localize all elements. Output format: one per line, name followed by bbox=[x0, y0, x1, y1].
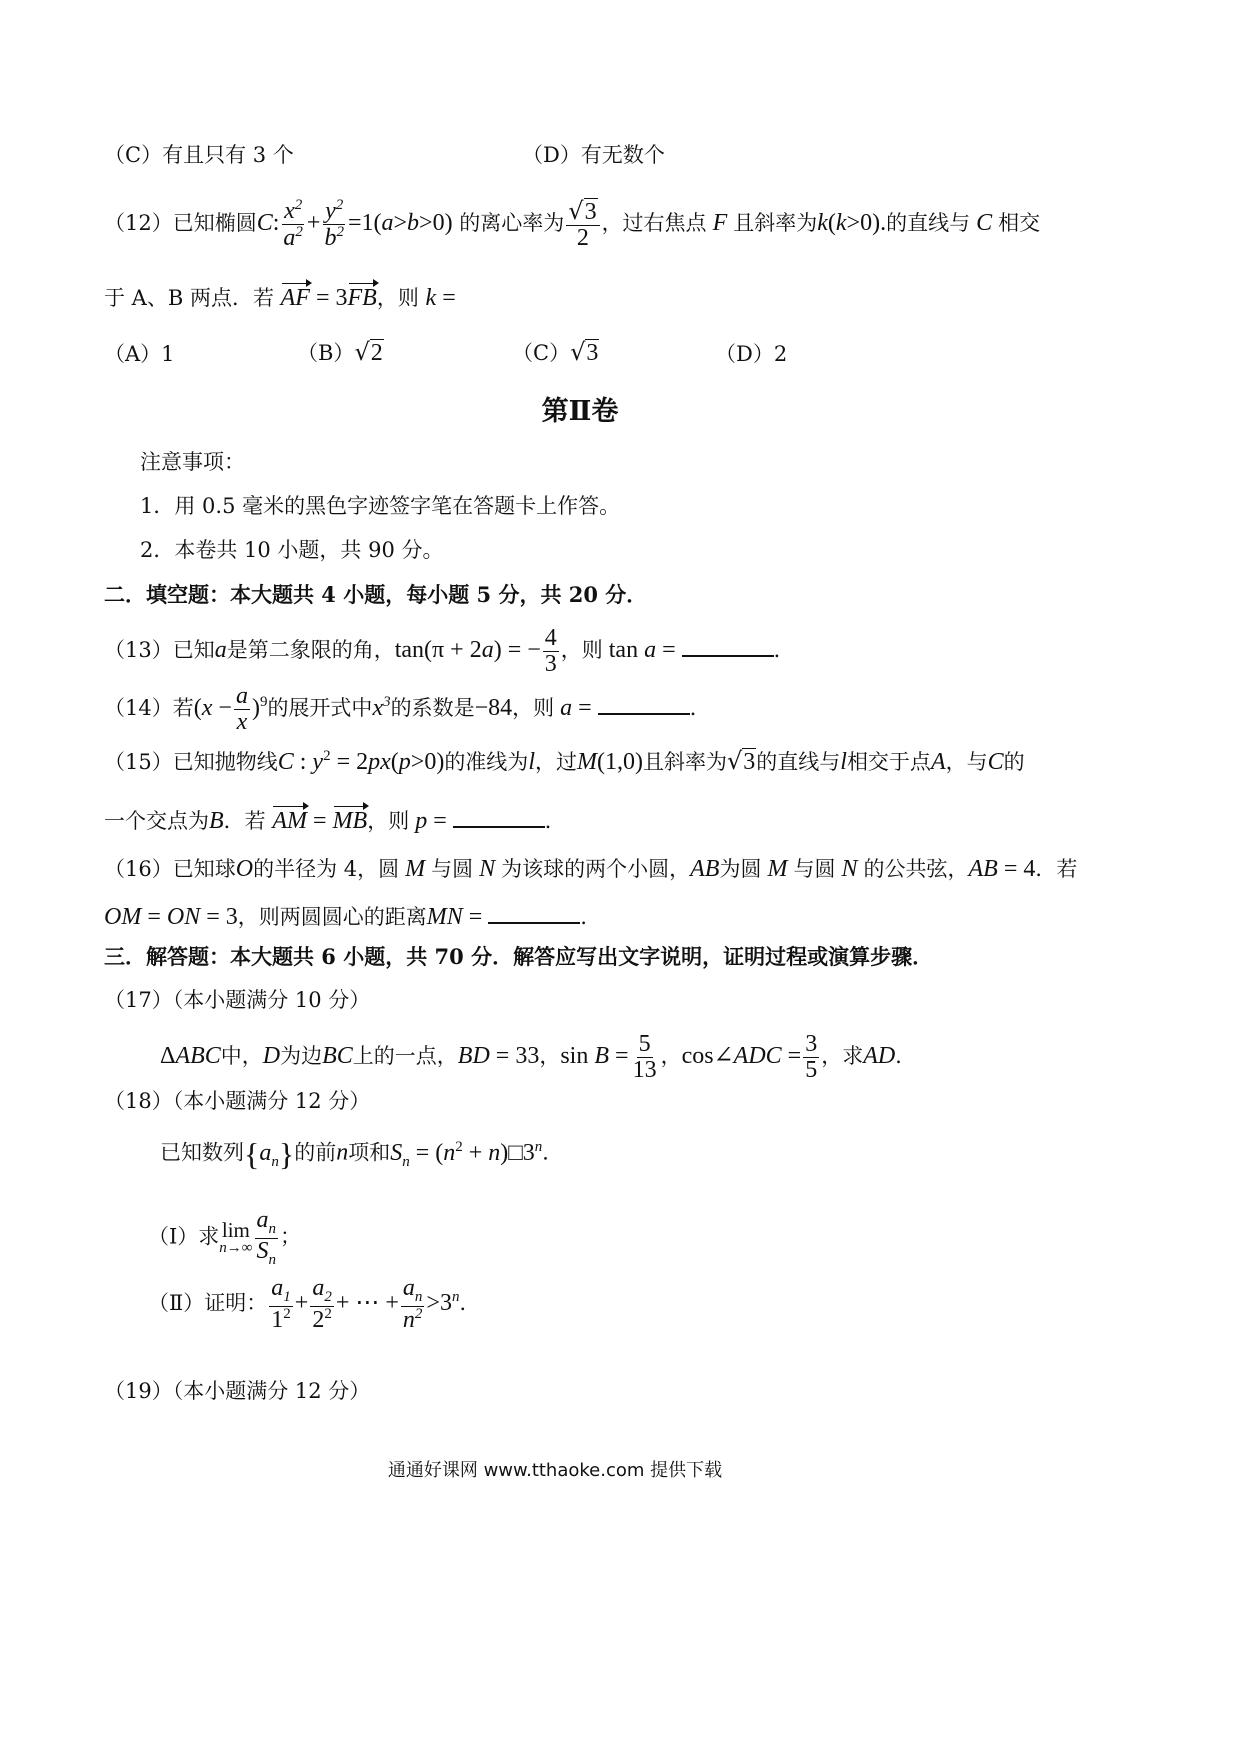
page-footer: 通通好课网 www.tthaoke.com 提供下载 bbox=[387, 1460, 723, 1481]
q12-mid: 的离心率为 bbox=[459, 211, 565, 236]
q12-option-c: （C）√3 bbox=[512, 338, 599, 366]
q13-answer-blank[interactable] bbox=[682, 637, 774, 657]
q12-stem: （12）已知椭圆C: $\frac{x^2}{a^2}$ + $\frac{y^2}{b^2}$ =1(a>b>0) 的离心率为 $\frac{√3}{2}$ ，过右焦点 F 且斜率为k(k>0).的直线与 C 相交 bbox=[104, 196, 1041, 252]
q12-label: （12）已知椭圆 bbox=[104, 211, 257, 236]
q14: （14）若(x − $\frac{a}{x}$ )$^9$的展开式中$x^3$的系数是−84，则 a = ． bbox=[104, 683, 711, 736]
q12-after2: 且斜率为 bbox=[733, 211, 818, 236]
q15: （15）已知抛物线C : $y^2 = 2px(p>0)$的准线为l，过M(1,0)且斜率为√3的直线与l相交于点A，与C的 bbox=[104, 747, 1025, 775]
notes-item-1: 1．用 0.5 毫米的黑色字迹签字笔在答题卡上作答。 bbox=[140, 494, 621, 518]
q15-line2: 一个交点为B．若 AM = MB，则 p = ． bbox=[104, 808, 566, 834]
q11-option-d: （D）有无数个 bbox=[522, 143, 665, 167]
q18-body: 已知数列$\{a_n\}$的前n项和$S_n = (n^2$ + $n)□3^n$． bbox=[160, 1136, 564, 1172]
q12-frac-y: $\frac{y^2}{b^2}$ bbox=[324, 197, 344, 252]
q16-line2: OM = ON = 3，则两圆圆心的距离MN = ． bbox=[104, 904, 602, 930]
q12-option-d: （D）2 bbox=[715, 342, 788, 366]
q14-answer-blank[interactable] bbox=[598, 695, 690, 715]
section-title: 第Ⅱ卷 bbox=[541, 396, 619, 427]
q15-answer-blank[interactable] bbox=[453, 808, 545, 828]
q12-after: ，过右焦点 bbox=[601, 211, 707, 236]
notes-heading: 注意事项： bbox=[140, 450, 245, 474]
q12-line2a: 于 A、B 两点．若 bbox=[104, 286, 274, 310]
q18-part2: （Ⅱ）证明： $\frac{a_1}{1^2}$ + $\frac{a_2}{2^2}$ + ⋯ + $\frac{a_n}{n^2}$ $>3^n$． bbox=[148, 1275, 481, 1333]
q12-end: 的直线与 bbox=[886, 211, 971, 236]
q17-body: ΔABC中，D为边BC上的一点，BD = 33，sin B = $\frac{5}{13}$ ，cos∠ADC = $\frac{3}{5}$ ，求AD． bbox=[160, 1031, 917, 1084]
q18-part1: （Ⅰ）求 lim n→∞ $\frac{a_n}{S_n}$ ； bbox=[148, 1207, 301, 1268]
part3-heading: 三．解答题：本大题共 6 小题，共 70 分．解答应写出文字说明，证明过程或演算步骤． bbox=[104, 944, 934, 969]
q17-title: （17）（本小题满分 10 分） bbox=[104, 988, 371, 1012]
notes-item-2: 2．本卷共 10 小题，共 90 分。 bbox=[140, 538, 444, 562]
part2-heading: 二．填空题：本大题共 4 小题，每小题 5 分，共 20 分． bbox=[104, 582, 648, 607]
q12-option-b: （B）√2 bbox=[297, 338, 383, 366]
q12-option-a: （A）1 bbox=[104, 342, 175, 366]
q12-frac-x: $\frac{x^2}{a^2}$ bbox=[283, 197, 303, 252]
q12-line2: 于 A、B 两点．若 AF = 3FB，则 k = bbox=[104, 285, 456, 311]
q16: （16）已知球O的半径为 4，圆 M 与圆 N 为该球的两个小圆，AB为圆 M 与圆 N 的公共弦，AB = 4．若 bbox=[104, 856, 1078, 882]
q16-answer-blank[interactable] bbox=[488, 904, 580, 924]
q11-option-c: （C）有且只有 3 个 bbox=[104, 143, 294, 167]
q12-line2b: ，则 bbox=[376, 286, 419, 310]
q19-title: （19）（本小题满分 12 分） bbox=[104, 1379, 371, 1403]
q13: （13）已知a是第二象限的角，tan(π + 2a) = − $\frac{4}{3}$ ，则 tan a = ． bbox=[104, 625, 795, 678]
q18-title: （18）（本小题满分 12 分） bbox=[104, 1089, 371, 1113]
q12-end2: 相交 bbox=[998, 211, 1041, 236]
